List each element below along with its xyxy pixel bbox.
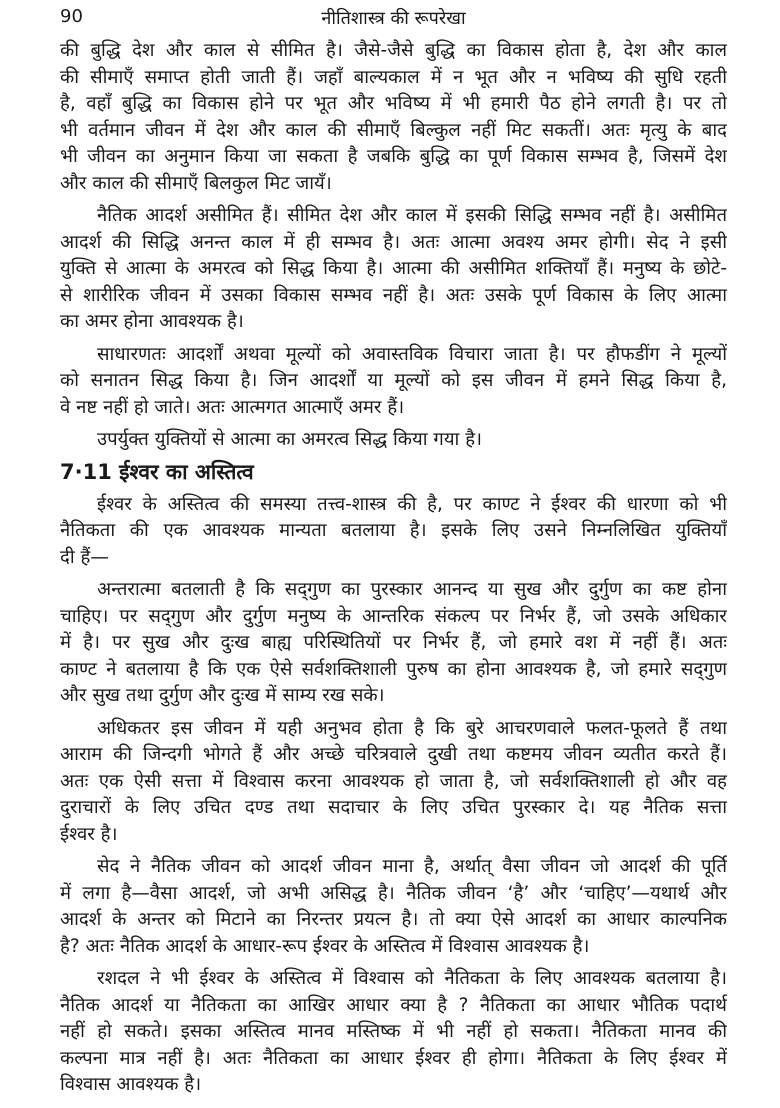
page-number: 90 <box>60 6 83 27</box>
text-line: साधारणतः आदर्शों अथवा मूल्यों को अवास्तविक विचारा जाता है। पर हौफडींग ने मूल्यों <box>97 343 727 365</box>
text-line: दुराचारों के लिए उचित दण्ड तथा सदाचार के लिए उचित पुरस्कार दे। यह नैतिक सत्ता <box>60 797 727 818</box>
text-line: चाहिए। पर सद्‌गुण और दुर्गुण मनुष्य के आन्तरिक संकल्प पर निर्भर हैं, जो उसके अधिकार <box>60 605 727 627</box>
running-title: नीतिशास्त्र की रूपरेखा <box>321 8 466 29</box>
text-line: को सनातन सिद्ध किया है। जिन आदर्शों या मूल्यों को इस जीवन में हमने सिद्ध किया है, <box>60 370 727 391</box>
text-line: की सीमाएँ समाप्त होती जाती हैं। जहाँ बाल्यकाल में न भूत और न भविष्य की सुधि रहती <box>60 66 727 88</box>
paragraph <box>60 38 727 197</box>
text-line: दी हैं— <box>60 546 109 568</box>
text-line: अतः एक ऐसी सत्ता में विश्वास करना आवश्यक हो जाता है, जो सर्वशक्तिशाली हो और वह <box>60 770 727 792</box>
text-line: रशदल ने भी ईश्वर के अस्तित्व में विश्वास को नैतिकता के लिए आवश्यक बतलाया है। <box>97 968 727 989</box>
text-line: युक्ति से आत्मा के अमरत्व को सिद्ध किया है। आत्मा की असीमित शक्तियाँ हैं। मनुष्य के छोटे- <box>60 258 727 279</box>
page-body <box>60 38 727 1099</box>
text-line: नहीं हो सकते। इसका अस्तित्व मानव मस्तिष्क में भी नहीं हो सकता। नैतिकता मानव की <box>60 1021 727 1042</box>
paragraph <box>60 203 727 336</box>
text-line: आदर्श की सिद्धि अनन्त काल में ही सम्भव है। अतः आत्मा अवश्य अमर होगी। सेद ने इसी <box>60 231 727 253</box>
page-header <box>60 6 727 32</box>
text-line: नैतिकता की एक आवश्यक मान्यता बतलाया है। इसके लिए उसने निम्नलिखित युक्तियाँ <box>60 520 727 541</box>
text-line: और काल की सीमाएँ बिलकुल मिट जायँ। <box>60 172 332 194</box>
text-line: आदर्श के अन्तर को मिटाने का निरन्तर प्रयत्न है। तो क्या ऐसे आदर्श का आधार काल्पनिक <box>60 909 727 930</box>
text-line: नैतिक आदर्श असीमित हैं। सीमित देश और काल में इसकी सिद्धि सम्भव नहीं है। असीमित <box>97 205 727 226</box>
text-line: काण्ट ने बतलाया है कि एक ऐसे सर्वशक्तिशाली पुरुष का होना आवश्यक है, जो हमारे सद्‌गुण <box>60 658 727 680</box>
text-line: भी जीवन का अनुमान किया जा सकता है जबकि बुद्धि का पूर्ण विकास सम्भव है, जिसमें देश <box>60 146 727 167</box>
text-line: का अमर होना आवश्यक है। <box>60 311 244 332</box>
text-line: वे नष्ट नहीं हो जाते। अतः आत्मगत आत्माएँ अमर हैं। <box>60 396 405 418</box>
text-line: नैतिक आदर्श या नैतिकता का आखिर आधार क्या है ? नैतिकता का आधार भौतिक पदार्थ <box>60 994 727 1016</box>
text-line: आराम की जिन्दगी भोगते हैं और अच्छे चरित्रवाले दुखी तथा कष्टमय जीवन व्यतीत करते हैं। <box>60 744 727 765</box>
text-line: भी वर्तमान जीवन में देश और काल की सीमाएँ बिल्कुल नहीं मिट सकतीं। अतः मृत्यु के बाद <box>60 119 727 141</box>
text-line: अधिकतर इस जीवन में यही अनुभव होता है कि बुरे आचरणवाले फलत-फूलते हैं तथा <box>97 717 727 739</box>
text-line: में है। पर सुख और दुःख बाह्य परिस्थितियों पर निर्भर हैं, जो हमारे वश में नहीं हैं। अतः <box>60 632 727 653</box>
paragraph <box>60 342 727 422</box>
text-line: की बुद्धि देश और काल से सीमित है। जैसे-जैसे बुद्धि का विकास होता है, देश और काल <box>60 40 727 61</box>
text-line: है? अतः नैतिक आदर्श के आधार-रूप ईश्वर के अस्तित्व में विश्वास आवश्यक है। <box>60 935 590 957</box>
text-line: सेद ने नैतिक जीवन को आदर्श जीवन माना है, अर्थात् वैसा जीवन जो आदर्श की पूर्ति <box>97 856 727 877</box>
text-line: अन्तरात्मा बतलाती है कि सद्‌गुण का पुरस्कार आनन्द या सुख और दुर्गुण का कष्ट होना <box>97 579 727 600</box>
paragraph <box>60 854 727 960</box>
text-line: विश्वास आवश्यक है। <box>60 1074 202 1095</box>
paragraph <box>60 492 727 572</box>
text-line: ईश्वर के अस्तित्व की समस्या तत्त्व-शास्त्र की है, पर काण्ट ने ईश्वर की धारणा को भी <box>97 493 727 515</box>
section-heading: 7·11 ईश्वर का अस्तित्व <box>60 459 254 484</box>
text-line: कल्पना मात्र नहीं है। अतः नैतिकता का आधार ईश्वर ही होगा। नैतिकता के लिए ईश्वर में <box>60 1047 727 1069</box>
text-line: में लगा है—वैसा आदर्श, जो अभी असिद्ध है। नैतिक जीवन ‘है’ और ‘चाहिए’—यथार्थ और <box>60 882 727 904</box>
text-line: से शारीरिक जीवन में उसका विकास सम्भव नहीं है। अतः उसके पूर्ण विकास के लिए आत्मा <box>60 284 727 306</box>
paragraph <box>60 966 727 1099</box>
paragraph <box>60 427 727 454</box>
text-line: और सुख तथा दुर्गुण और दुःख में साम्य रख सके। <box>60 685 385 706</box>
paragraph <box>60 577 727 710</box>
text-line: ईश्वर है। <box>60 823 118 845</box>
paragraph <box>60 716 727 849</box>
text-line: है, वहाँ बुद्धि का विकास होने पर भूत और भविष्य में भी हमारी पैठ होने लगती है। पर तो <box>60 93 727 114</box>
text-line: उपर्युक्त युक्तियों से आत्मा का अमरत्व सिद्ध किया गया है। <box>97 429 483 450</box>
